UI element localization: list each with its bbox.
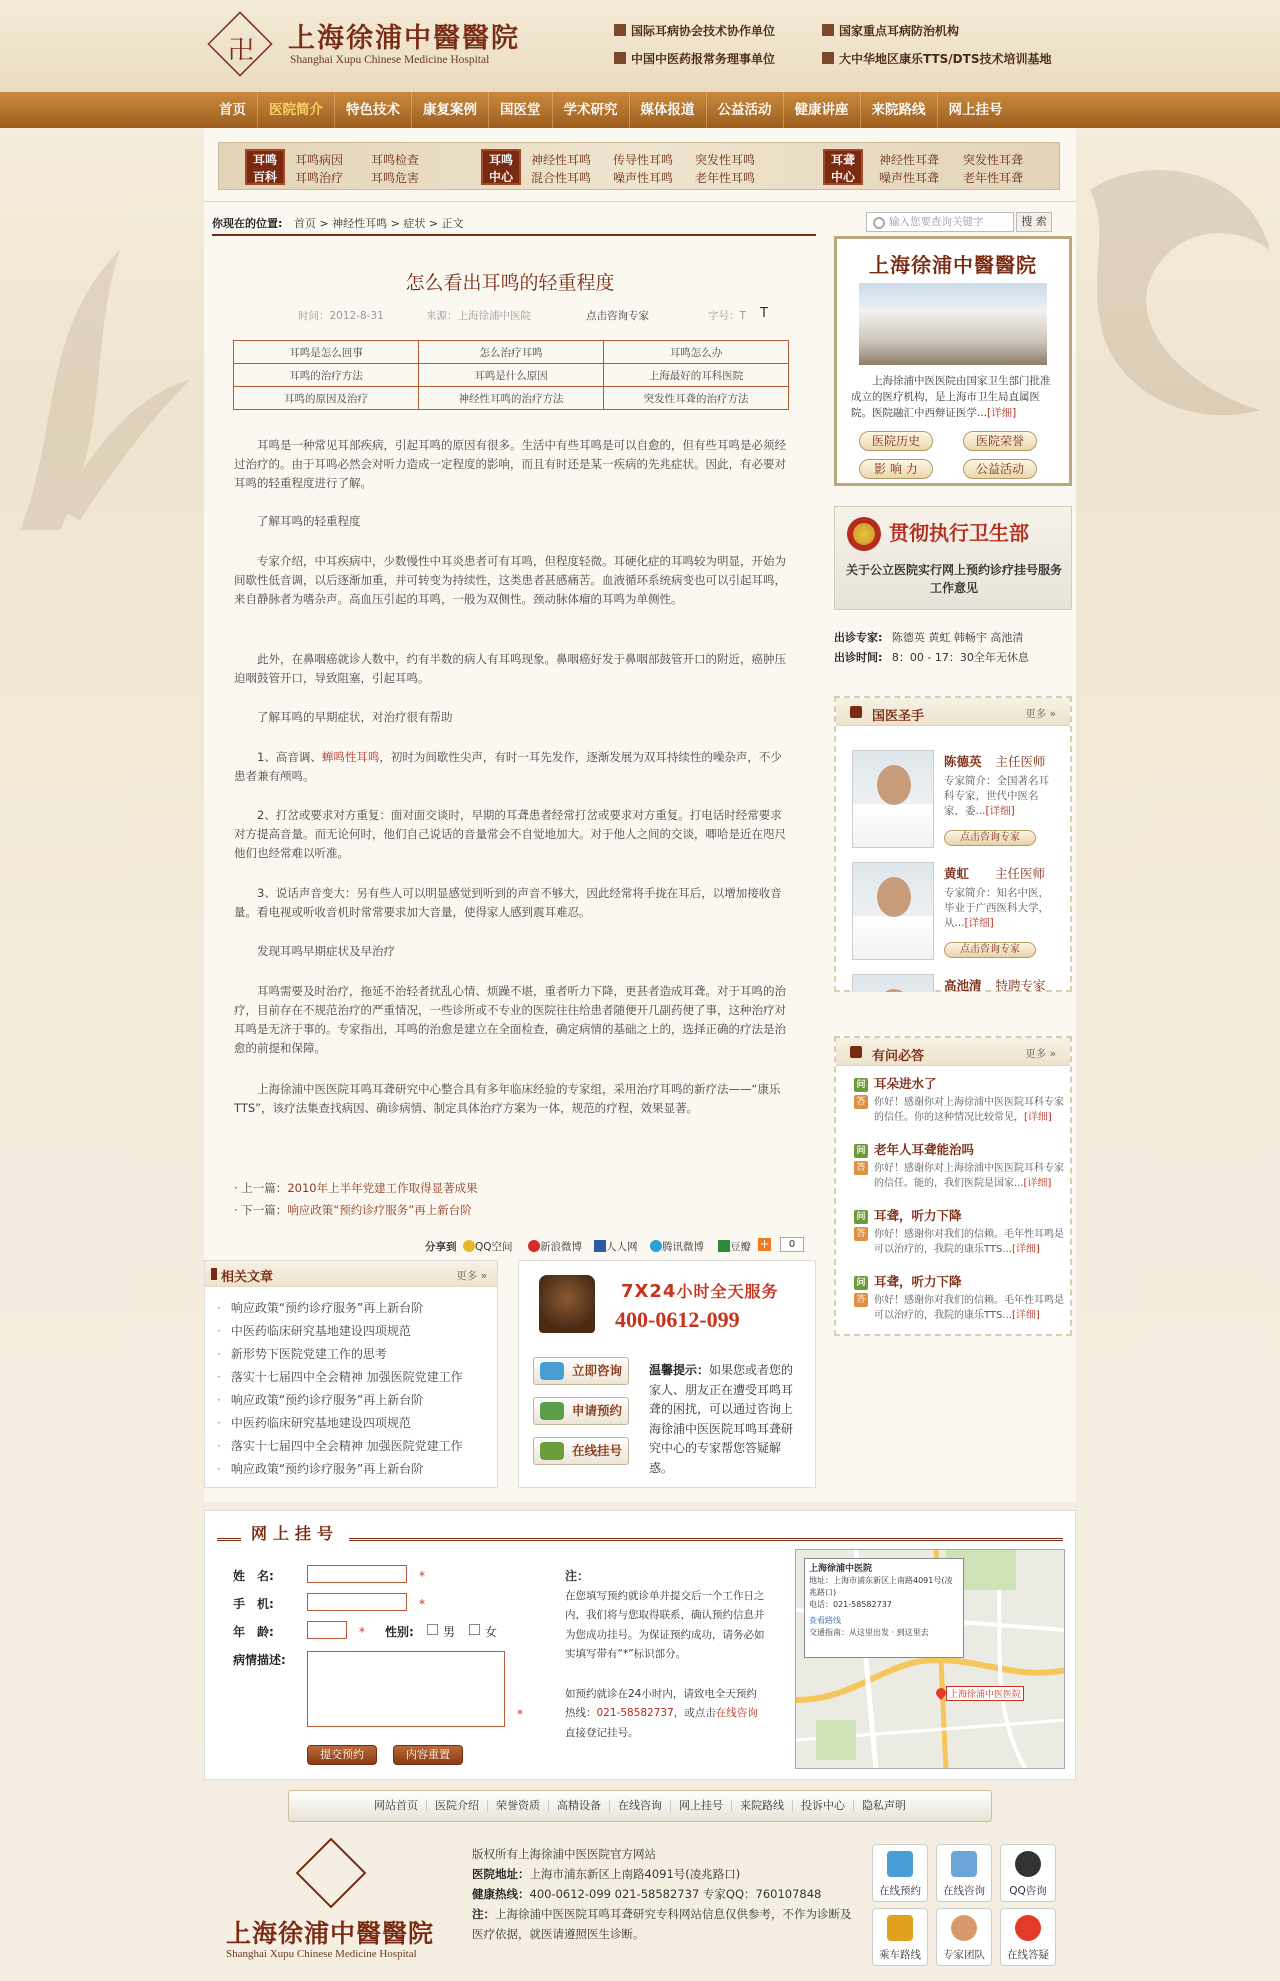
qa-title: 有问必答 [872,1049,925,1064]
chat-icon [540,1362,564,1380]
qa-answer: 你好！感谢你对我们的信赖。毛年性耳鸣是可以治疗的，我院的康乐TTS... [874,1295,1064,1321]
online-register-button[interactable]: 在线挂号 [533,1437,629,1465]
footer-link[interactable]: 来院路线 [732,1800,793,1812]
breadcrumb-item[interactable]: 神经性耳鸣 [332,217,388,230]
article-paragraph: 上海徐浦中医医院耳鸣耳聋研究中心整合具有多年临床经验的专家组，采用治疗耳鸣的新疗法——“康乐TTS”，该疗法集查找病因、确诊病情、制定具体治疗方案为一体，规范的疗程，效果显著。 [234,1082,781,1115]
breadcrumb-label: 你现在的位置: [212,217,283,230]
next-article [234,1202,472,1218]
male-checkbox[interactable] [427,1624,438,1635]
share-weibo[interactable]: 新浪微博 [528,1239,582,1254]
qa-question[interactable]: 耳聋，听力下降 [874,1274,962,1289]
share-label: 分享到 [425,1241,457,1253]
qa-more[interactable]: [详细] [1024,1112,1052,1123]
subnav-link[interactable]: 耳鸣病因 [295,153,344,167]
related-link[interactable]: 怎么治疗耳鸣 [419,341,604,364]
hospital-intro-title: 上海徐浦中醫醫院 [869,253,1037,277]
article-source: 来源：上海徐浦中医院 [426,310,531,322]
doctor-photo[interactable] [852,750,934,848]
doctor-card [852,862,1064,966]
article-time: 时间：2012-8-31 [298,310,384,322]
related-link[interactable]: 神经性耳鸣的治疗方法 [419,387,604,410]
footer-links [288,1790,992,1822]
required-star: * [419,1569,425,1583]
qa-more[interactable]: [详细] [1023,1178,1052,1189]
search-input[interactable]: 输入您要查询关键字 [866,212,1014,232]
qzone-icon [463,1240,475,1252]
qa-header [836,1038,1070,1066]
hospital-intro-text: 上海徐浦中医医院由国家卫生部门批准成立的医疗机构，是上海市卫生局直属医院。医院融汇中西辩证医学...[详细] [851,375,1051,419]
qa-question[interactable]: 耳聋，听力下降 [874,1208,962,1223]
doctor-name[interactable]: 黄虹 主任医师 [944,866,1046,881]
doctor-name[interactable]: 陈德英 主任医师 [944,754,1046,769]
nav-cases[interactable]: 康复案例 [412,92,489,128]
clinic-expert-label: 出诊专家: [834,631,883,644]
footer-disclaimer: 上海徐浦中医医院耳鸣耳聋研究专科网站信息仅供参考，不作为诊断及医疗依据，就医请遵照医生诊断。 [472,1907,852,1941]
prev-label: · 上一篇： [234,1181,288,1195]
article-title: 怎么看出耳鸣的轻重程度 [405,272,615,294]
doctor-card [852,974,1064,992]
bus-icon [887,1915,913,1941]
related-link[interactable]: 耳鸣是怎么回事 [234,341,419,364]
online-booking-button[interactable]: 在线预约 [872,1844,928,1902]
nav-register[interactable]: 网上挂号 [948,102,1003,118]
clinic-time-label: 出诊时间: [834,651,883,664]
share-bar [400,1236,816,1256]
subnav-link[interactable]: 耳鸣危害 [371,171,420,185]
qa-item[interactable] [854,1140,1066,1191]
qq-consult-button[interactable]: QQ咨询 [1000,1844,1056,1902]
qa-item[interactable] [854,1074,1066,1125]
article-paragraph: 此外，在鼻咽癌就诊人数中，约有半数的病人有耳鸣现象。鼻咽癌好发于鼻咽部鼓管开口的附近，癌肿压迫咽鼓管开口，导致阻塞，引起耳鸣。 [234,652,786,685]
main-nav [0,92,1280,128]
required-star: * [419,1597,425,1611]
qa-answer: 你好！感谢你对上海徐浦中医医院耳科专家的信任。你的这种情况比较常见， [874,1097,1064,1123]
dragon-decoration [1070,130,1280,550]
list-item[interactable]: · 落实十七届四中全会精神 加强医院党建工作 [217,1435,487,1458]
prev-article [234,1180,478,1196]
nav-lectures[interactable]: 健康讲座 [784,92,861,128]
font-size-large[interactable]: T [760,306,768,321]
doctor-more-link[interactable]: [详细] [985,805,1015,817]
article-paragraph: 耳鸣是一种常见耳部疾病，引起耳鸣的原因有很多。生活中有些耳鸣是可以自愈的，但有些耳鸣是必须经过治疗的。由于耳鸣必然会对听力造成一定程度的影响，而且有时还是某一疾病的先兆症状。因此，有必要对耳鸣的轻重程度进行了解。 [234,438,786,490]
footer-emblem-icon [296,1838,367,1909]
gov-policy-banner[interactable] [834,506,1072,610]
related-link[interactable]: 耳鸣怎么办 [604,341,789,364]
nav-media[interactable]: 媒体报道 [630,92,707,128]
gender-label: 性别: [385,1625,414,1639]
related-link[interactable]: 耳鸣的原因及治疗 [234,387,419,410]
footer-address: 上海市浦东新区上南路4091号(凌兆路口) [529,1867,741,1881]
male-label: 男 [443,1625,456,1639]
article [204,236,816,1236]
footer-link[interactable]: 网上挂号 [671,1800,732,1812]
seal-icon [822,24,834,36]
submit-button[interactable]: 提交预约 [307,1745,377,1765]
phone-field[interactable] [307,1593,407,1611]
article-paragraph: 2、打岔或要求对方重复：面对面交谈时，早期的耳聋患者经常打岔或要求对方重复。打电话时经常要求对方提高音量。而无论何时，他们自己说话的音量常会不自觉地加大。对于他人之间的交谈，唧哈是近在咫尺他们也经常难以听准。 [234,808,786,860]
share-douban[interactable]: 豆瓣 [718,1239,751,1254]
clinic-time: 8：00 - 17：30全年无休息 [891,651,1029,664]
search-button[interactable]: 搜 索 [1016,212,1052,232]
search-box [866,212,1052,232]
header [0,0,1280,92]
charity-button[interactable]: 公益活动 [963,459,1037,479]
footer-link[interactable]: 网站首页 [366,1800,427,1812]
related-articles [204,1260,498,1488]
related-header [205,1261,497,1287]
subnav-link[interactable]: 神经性耳聋 [879,153,940,167]
consult-expert-link[interactable]: 点击咨询专家 [586,310,649,322]
bullet-icon [211,1268,217,1280]
renren-icon [594,1240,606,1252]
share-tencent[interactable]: 腾讯微博 [650,1239,704,1254]
list-item[interactable]: · 中医药临床研究基地建设四项规范 [217,1320,487,1343]
note-title: 注： [565,1569,590,1583]
footer-link[interactable]: 荣誉资质 [488,1800,549,1812]
service-title: 7X24小时全天服务 [621,1281,779,1302]
footer-logo [226,1840,466,1960]
doctor-intro: 专家简介：全国著名耳科专家，世代中医名家，委...[详细] [944,775,1049,817]
service-note: 温馨提示：如果您或者您的家人、朋友正在遭受耳鸣耳聋的困扰，可以通过咨询上海徐浦中医医院耳鸣耳聋研究中心的专家帮您答疑解惑。 [649,1363,794,1475]
related-link[interactable]: 耳鸣是什么原因 [419,364,604,387]
monitor-icon [951,1851,977,1877]
subnav-link[interactable]: 突发性耳聋 [963,153,1024,167]
telephone-icon [539,1275,595,1333]
location-map[interactable] [795,1549,1065,1769]
registration-header [217,1521,1063,1541]
female-label: 女 [485,1625,498,1639]
qa-answer: 你好！感谢你对上海徐浦中医医院耳科专家的信任。能的，我们医院是国家... [874,1163,1064,1189]
copyright: 版权所有上海徐浦中医医院官方网站 [472,1847,656,1861]
description-textarea[interactable] [307,1651,505,1727]
related-more-link[interactable]: 更多 » [456,1270,487,1282]
service-hotline[interactable]: 400-0612-099 [615,1307,740,1332]
consult-doctor-button[interactable]: 点击咨询专家 [944,830,1036,846]
doctors-title: 国医圣手 [872,709,925,724]
required-star: * [359,1625,365,1639]
tencent-weibo-icon [650,1240,662,1252]
qa-more-link[interactable]: 更多 » [1025,1048,1056,1060]
share-renren[interactable]: 人人网 [594,1239,638,1254]
article-paragraph-highlight [234,748,788,786]
highlight-link[interactable]: 蝉鸣性耳鸣 [321,750,380,764]
qa-more[interactable]: [详细] [1011,1244,1040,1255]
list-item[interactable]: · 响应政策“预约诊疗服务”再上新台阶 [217,1297,487,1320]
footer-logo-subtitle: Shanghai Xupu Chinese Medicine Hospital [226,1948,417,1960]
question-badge-icon: 问 [854,1144,868,1158]
name-label: 姓 名: [233,1569,274,1583]
article-paragraph: 耳鸣需要及时治疗，拖延不治轻者扰乱心情、烦躁不堪，重者听力下降，更甚者造成耳聋。对于耳鸣的治疗，目前存在不规范治疗的严重情况，一些诊所或不专业的医院往往给患者随便开几副药便了事，这种治疗对耳鸣是无济于事的。专家指出，耳鸣的治愈是建立在全面检查，确定病情的基础之上的，选择正确的疗法是治愈的前提和保障。 [234,984,786,1055]
subnav-link[interactable]: 耳鸣治疗 [295,171,344,185]
nav-tech[interactable]: 特色技术 [335,92,412,128]
related-link[interactable]: 突发性耳聋的治疗方法 [604,387,789,410]
footer-hotline: 400-0612-099 021-58582737 专家QQ：760107848 [529,1887,822,1901]
answer-badge-icon: 答 [854,1161,868,1175]
subnav-link[interactable]: 神经性耳鸣 [531,153,592,167]
next-label: · 下一篇： [234,1203,288,1217]
gov-banner-title: 贯彻执行卫生部 [889,521,1029,545]
subnav-link[interactable]: 传导性耳鸣 [613,153,674,167]
online-registration [204,1510,1076,1780]
logo-emblem-icon: 卍 [228,36,255,66]
question-badge-icon: 问 [854,1078,868,1092]
prev-article-link[interactable]: 2010年上半年党建工作取得显著成果 [287,1181,478,1195]
subnav-link[interactable]: 老年性耳鸣 [695,171,756,185]
doctor-intro: 专家简介：知名中医，毕业于广西医科大学，从...[详细] [944,887,1049,929]
question-icon [850,1046,862,1058]
related-links-table [233,340,789,410]
related-list [217,1297,487,1481]
clinic-schedule [834,628,1072,676]
article-paragraph: 3、说话声音变大：另有些人可以明显感觉到听到的声音不够大，因此经常将手拢在耳后，以增加接收音量。看电视或听收音机时常常要求加大音量，使得家人感到震耳难忍。 [234,886,782,919]
hospital-intro-more[interactable]: [详细] [987,407,1017,419]
doctors-icon [951,1915,977,1941]
national-emblem-icon [847,517,881,551]
qa-item[interactable] [854,1206,1066,1257]
douban-icon [718,1240,730,1252]
doctors-header [836,698,1070,726]
qa-item[interactable] [854,1272,1066,1323]
name-field[interactable] [307,1565,407,1583]
answer-badge-icon: 答 [854,1227,868,1241]
article-paragraph: 了解耳鸣的早期症状，对治疗很有帮助 [257,710,453,724]
service-box [518,1260,816,1488]
orchid-decoration [0,130,200,550]
article-paragraph: 专家介绍，中耳疾病中，少数慢性中耳炎患者可有耳鸣，但程度轻微。耳硬化症的耳鸣较为明显，开始为间歇性低音调，以后逐渐加重，并可转变为持续性，这类患者甚感痛苦。血液循环系统病变也可以引起耳鸣，来自静脉者为嗜杂声。高血压引起的耳鸣，一般为双侧性。颈动脉体瘤的耳鸣为单侧性。 [234,554,786,606]
expert-team-button[interactable]: 专家团队 [936,1908,992,1966]
article-paragraph: 了解耳鸣的轻重程度 [257,514,361,528]
sub-nav-bar [218,142,1060,190]
clinic-experts: 陈德英 黄虹 韩畅宇 高池清 [891,631,1024,644]
question-badge-icon: 问 [854,1210,868,1224]
credential-item[interactable]: 国际耳病协会技术协作单位 [614,22,775,39]
article-paragraph: 发现耳鸣早期症状及早治疗 [257,944,395,958]
online-consult-link[interactable]: 在线咨询 [715,1707,758,1719]
share-more-icon[interactable]: + [759,1237,770,1251]
apply-appointment-button[interactable]: 申请预约 [533,1397,629,1425]
subnav-link[interactable]: 突发性耳鸣 [695,153,756,167]
related-link[interactable]: 耳鸣的治疗方法 [234,364,419,387]
subnav-link[interactable]: 噪声性耳聋 [879,171,940,185]
bus-route-button[interactable]: 乘车路线 [872,1908,928,1966]
registration-note [565,1567,765,1743]
qa-box [834,1036,1072,1336]
list-item[interactable]: · 响应政策“预约诊疗服务”再上新台阶 [217,1389,487,1412]
female-checkbox[interactable] [469,1624,480,1635]
seal-icon [614,24,626,36]
doctors-more-link[interactable]: 更多 » [1025,708,1056,720]
reset-button[interactable]: 内容重置 [393,1745,463,1765]
hospital-logo[interactable] [208,12,568,76]
share-qzone[interactable]: QQ空间 [463,1239,513,1254]
question-badge-icon: 问 [854,1276,868,1290]
history-button[interactable]: 医院历史 [859,431,933,451]
nav-charity[interactable]: 公益活动 [707,92,784,128]
phone-label: 手 机: [233,1597,274,1611]
footer-logo-title: 上海徐浦中醫醫院 [226,1919,435,1948]
nav-route[interactable]: 来院路线 [861,92,938,128]
logo-title: 上海徐浦中醫醫院 [288,23,520,54]
required-star: * [517,1707,523,1721]
doctor-photo[interactable] [852,974,934,992]
gov-banner-subtitle: 关于公立医院实行网上预约诊疗挂号服务工作意见 [845,563,1062,595]
subnav-link[interactable]: 老年性耳聋 [963,171,1024,185]
hospital-intro-box [834,236,1072,486]
age-field[interactable] [307,1621,347,1639]
subnav-link[interactable]: 耳鸣检查 [371,153,420,167]
list-item[interactable]: · 落实十七届四中全会精神 加强医院党建工作 [217,1366,487,1389]
footer-link[interactable]: 隐私声明 [862,1799,906,1812]
nav-about[interactable]: 医院简介 [258,92,335,128]
list-item[interactable]: · 中医药临床研究基地建设四项规范 [217,1412,487,1435]
subnav-link[interactable]: 混合性耳鸣 [531,171,592,185]
sub-nav [204,128,1076,202]
list-item[interactable]: · 响应政策“预约诊疗服务”再上新台阶 [217,1458,487,1481]
age-label: 年 龄: [233,1625,274,1639]
credential-item[interactable]: 国家重点耳病防治机构 [822,22,959,39]
registration-title: 网上挂号 [241,1521,349,1544]
article-paragraph-text: 1、高音调、蝉鸣性耳鸣，初时为间歇性尖声，有时一耳先发作，逐渐发展为双耳持续性的噪杂声，不少患者兼有颅鸣。 [234,750,782,783]
font-size-label[interactable]: 字号：T [708,310,746,322]
related-title: 相关文章 [221,1270,274,1285]
credential-item[interactable]: 大中华地区康乐TTS/DTS技术培训基地 [822,50,1051,67]
booking-icon [887,1851,913,1877]
question-mark-icon [1015,1915,1041,1941]
footer-link[interactable]: 投诉中心 [793,1800,854,1812]
nav-clinic[interactable]: 国医堂 [489,92,553,128]
qa-answer: 你好！感谢你对我们的信赖。毛年性耳鸣是可以治疗的，我院的康乐TTS... [874,1229,1064,1255]
nav-research[interactable]: 学术研究 [553,92,630,128]
credential-item[interactable]: 中国中医药报常务理事单位 [614,50,775,67]
breadcrumb-item[interactable]: 首页 [293,217,316,230]
calendar-icon [540,1402,564,1420]
nav-home[interactable]: 首页 [208,92,258,128]
list-item[interactable]: · 新形势下医院党建工作的思考 [217,1343,487,1366]
doctors-box [834,696,1072,992]
next-article-link[interactable]: 响应政策“预约诊疗服务”再上新台阶 [287,1203,472,1217]
doctor-name[interactable]: 高池清 特聘专家 [944,978,1046,992]
answer-badge-icon: 答 [854,1095,868,1109]
online-consult-button[interactable]: 在线咨询 [936,1844,992,1902]
map-marker-label: 上海徐浦中医医院 [946,1686,1024,1701]
note-text: 在您填写预约就诊单并提交后一个工作日之内，我们将与您取得联系，确认预约信息并为您成功挂号。为保证预约成功，请务必如实填写带有“*”标识部分。 [565,1589,765,1660]
hospital-building-image [859,283,1047,365]
related-link[interactable]: 上海最好的耳科医院 [604,364,789,387]
footer-link[interactable]: 医院介绍 [427,1800,488,1812]
qq-penguin-icon [1015,1851,1041,1877]
footer [204,1830,1076,1981]
consult-now-button[interactable]: 立即咨询 [533,1357,629,1385]
note-hotline: 如预约就诊在24小时内，请致电全天预约热线：021-58582737，或点击在线咨询直接登记挂号。 [565,1687,758,1739]
breadcrumb-item[interactable]: 症状 [403,217,426,230]
breadcrumb-item: 正文 [441,217,464,230]
answer-badge-icon: 答 [854,1293,868,1307]
logo-subtitle: Shanghai Xupu Chinese Medicine Hospital [290,54,490,66]
footer-link[interactable]: 高精设备 [549,1800,610,1812]
footer-info: 版权所有上海徐浦中医医院官方网站 医院地址：上海市浦东新区上南路4091号(凌兆路口) 健康热线：400-0612-099 021-58582737 专家QQ：760107848 注：上海徐浦中医医院耳鸣耳聋研究专科网站信息仅供参考，不作为诊断及医疗依据，就医请遵照医生诊断。 [472,1844,862,1944]
consult-doctor-button[interactable]: 点击咨询专家 [944,942,1036,958]
doctor-card [852,750,1064,854]
seal-icon [614,52,626,64]
qa-question[interactable]: 老年人耳聋能治吗 [874,1142,975,1157]
description-label: 病情描述: [233,1653,286,1667]
register-icon [540,1442,564,1460]
doctor-more-link[interactable]: [详细] [964,917,994,929]
map-info-popup: 上海徐浦中医院 地址：上海市浦东新区上南路4091号(凌兆路口) 电话：021-58582737 查看路线 交通指南：从这里出发 · 到这里去 [804,1558,964,1658]
subnav-link[interactable]: 噪声性耳鸣 [613,171,674,185]
honors-button[interactable]: 医院荣誉 [963,431,1037,451]
subnav-tag: 耳鸣 中心 [481,149,521,185]
doctor-icon [850,706,862,718]
subnav-tag: 耳聋 中心 [823,149,863,185]
influence-button[interactable]: 影 响 力 [859,459,933,479]
subnav-tag: 耳鸣 百科 [245,149,285,185]
footer-link[interactable]: 在线咨询 [610,1800,671,1812]
breadcrumb: 你现在的位置: 首页 > 神经性耳鸣 > 症状 > 正文 [212,214,816,236]
doctor-photo[interactable] [852,862,934,960]
online-qa-button[interactable]: 在线答疑 [1000,1908,1056,1966]
seal-icon [822,52,834,64]
weibo-icon [528,1240,540,1252]
qa-more[interactable]: [详细] [1011,1310,1040,1321]
share-count: 0 [780,1237,804,1252]
qa-question[interactable]: 耳朵进水了 [874,1076,937,1091]
